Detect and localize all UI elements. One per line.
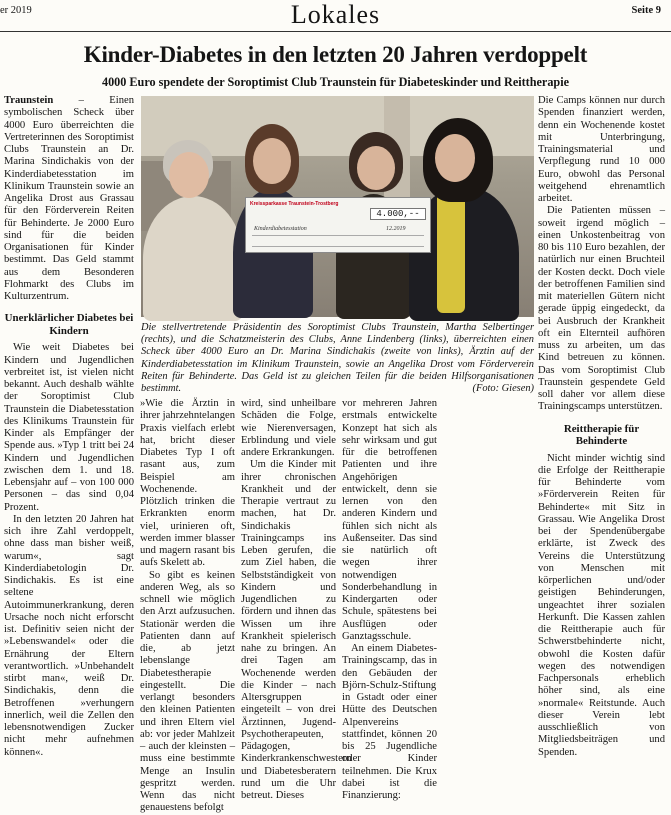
photo-caption	[141, 322, 534, 395]
paragraph: Wie weit Diabetes bei Kindern und Jugendlichen verbreitet ist, ist vielen nicht bekannt. Auch deshalb wählte der Soroptimist Club Traunstein die Diabetesstation des Klinikums Traunstein für Kinder als Empfänger der Spende aus. »Typ 1 tritt bei 24 Kindern und Jugendlichen zwischen dem 1. und 18. Lebensjahr auf – von 100 000 Personen – das sind 0,04 Prozent.	[4, 342, 134, 513]
masthead-divider	[0, 31, 671, 32]
section-title: Lokales	[290, 0, 381, 29]
paragraph: Nicht minder wichtig sind die Erfolge der Reittherapie für Behinderte vom »Förderverein Reiten für Behinderte« mit Sitz in Grassau. Wie Angelika Drost bei der Spendenübergabe erklärte, ist Zweck des Vereins die Unterstützung von Menschen mit körperlichen und/oder geistigen Behinderungen, ungeachtet ihrer sozialen Herkunft. Die Kassen zahlen die Reittherapie auch für Schwerstbehinderte nicht, obwohl die Kosten dafür wegen des notwendigen Fachpersonals erheblich höher sind, als eine »normale« Reitstunde. Auch dieser Verein lebt ausschließlich von Mitgliedsbeiträgen und Spenden.	[538, 452, 665, 758]
cheque-payee: Kinderdiabetesstation	[254, 226, 307, 232]
article-column-2	[140, 398, 235, 814]
photo-credit: (Foto: Giesen)	[472, 383, 534, 395]
person-face	[357, 146, 395, 190]
yellow-scarf	[437, 188, 465, 313]
paragraph: So gibt es keinen anderen Weg, als so schnell wie möglich den Arzt aufzusuchen. Stationär werden die Patienten dann auf die, ab jetzt lebenslange Diabetestherapie eingestellt. Die verlangt besonders den kleinen Patienten und ihren Eltern viel ab: vor jeder Mahlzeit – auch der kleinsten – muss eine bestimmte Menge an Insulin gespritzt werden. Wenn das nicht genauestens befolgt	[140, 569, 235, 814]
dateline: Traunstein	[4, 95, 54, 106]
page-number: Seite 9	[631, 5, 661, 16]
paragraph: vor mehreren Jahren erstmals entwickelte Konzept hat sich als sehr wirksam und gut für die betroffenen Patienten und ihre Angehörigen entwickelt, denn sie lernen von den anderen Kindern und fühlen sich nicht als Außenseiter. Das sind sie natürlich oft wegen ihrer notwendigen Sonderbehandlung in Kindergarten oder Schule, spätestens bei Ausflügen oder Ganztagsschule.	[342, 398, 437, 642]
person-anne-lindenberg	[143, 196, 243, 321]
cheque-line	[252, 246, 424, 247]
article-subheadline: 4000 Euro spendete der Soroptimist Club Traunstein für Diabeteskinder und Reittherapie	[101, 75, 569, 89]
article-photo	[141, 96, 534, 317]
paragraph: »Wie die Ärztin in ihrer jahrzehntelangen Praxis vielfach erlebt hat, bricht dieser Diabetes Typ I oft rasant aus, zum Beispiel am Wochenende. Plötzlich trinken die Erkrankten enorm viel, urinieren oft, werden immer blasser und magern rasant bis aufs Skelett ab.	[140, 398, 235, 569]
article-column-4	[342, 398, 437, 801]
intro-paragraph	[4, 95, 134, 303]
cheque-amount: 4.000,--	[370, 208, 426, 220]
person-face	[253, 138, 291, 184]
subhead-diabetes: Unerklärlicher Diabetes bei Kindern	[4, 312, 134, 337]
article-column-left	[4, 95, 134, 758]
cheque-bank-name: Kreissparkasse Traunstein-Trostberg	[250, 201, 339, 207]
issue-date: er 2019	[0, 5, 32, 16]
person-face	[435, 134, 475, 182]
paragraph: Die Camps können nur durch Spenden finanziert werden, denn ein Wochenende kostet mit Unterbringung, Trainingsmaterial und Verpflegung rund 10 000 Euro, obwohl das Personal weitgehend ehrenamtlich arbeitet.	[538, 95, 665, 204]
caption-text: Die stellvertretende Präsidentin des Soroptimist Clubs Traunstein, Martha Selbertinger (rechts), und die Schatzmeisterin des Clubs, Anne Lindenberg (links), überreichten einen Scheck über 4000 Euro an Dr. Marina Sindichakis (zweite von links), Ärztin auf der Kinderdiabetesstation im Klinikum Traunstein, sowie an Angelika Drost vom Förderverein Reiten für Behinderte. Das Geld ist zu gleichen Teilen für die beiden Hilfsorganisationen bestimmt.	[141, 322, 534, 395]
donation-cheque	[245, 197, 431, 253]
article-headline: Kinder-Diabetes in den letzten 20 Jahren verdoppelt	[83, 42, 588, 67]
subhead-reittherapie: Reittherapie für Behinderte	[563, 422, 640, 447]
paragraph: Die Patienten müssen – soweit irgend möglich – einen Unkostenbeitrag von 80 bis 110 Euro bezahlen, der natürlich nur einen Bruchteil der Kosten deckt. Doch viele der betroffenen Familien sind mit materiellen Gütern nicht gerade üppig eingedeckt, da bei Ausbruch der Krankheit oft ein Elternteil aufhören muss zu arbeiten, um das Kind betreuen zu können. Das vom Soroptimist Club Traunstein gespendete Geld soll daher vor allem diese Trainingscamps unterstützen.	[538, 205, 665, 413]
paragraph: An einem Diabetes-Trainingscamp, das in den Gebäuden der Björn-Schulz-Stiftung in Gstadt oder einer Hütte des Deutschen Alpenvereins stattfindet, können 20 bis 25 Jugendliche oder Kinder teilnehmen. Die Krux dabei ist die Finanzierung:	[342, 643, 437, 801]
intro-text: – Einen symbolischen Scheck über 4000 Euro überreichten die Vertreterinnen des Soroptimist Clubs Traunstein an Dr. Marina Sindichakis von der Kinderdiabetesstation im Klinikum Traunstein sowie an Angelika Drost aus Grassau für den Förderverein Reiten für Behinderte. Je 2000 Euro sind für die beiden Organisationen für Kinder bestimmt. Das Geld stammt aus dem Besonderen Flohmarkt des Clubs im Kulturzentrum.	[4, 95, 134, 302]
paragraph: Um die Kinder mit ihrer chronischen Krankheit und der Therapie vertraut zu machen, hat Dr. Sindichakis Trainingcamps ins Leben gerufen, die zum Ziel haben, die Selbstständigkeit von Kindern und Jugendlichen zu fördern und ihnen das Wissen um ihre Krankheit spielerisch nahe zu bringen. An drei Tagen am Wochenende werden die Kinder – nach Altersgruppen eingeteilt – von drei Ärztinnen, Jugend-Psychotherapeuten, Pädagogen, Kinderkrankenschwestern und Diabetesberatern rund um die Uhr betreut. Dieses	[241, 459, 352, 801]
paragraph: wird, sind unheilbare Schäden die Folge, wie Nierenversagen, Erblindung und viele andere Erkrankungen.	[241, 398, 336, 458]
cheque-date: 12.2019	[386, 226, 406, 232]
article-column-3	[241, 398, 352, 801]
paragraph: In den letzten 20 Jahren hat sich ihre Zahl verdoppelt, ohne dass man bisher weiß, warum«, sagt Kinderdiabetologin Dr. Sindichakis. Es ist eine seltene Autoimmunerkrankung, deren Ursache noch nicht erforscht ist. Definitiv seien nicht der »Lebenswandel« oder die Ernährung der Eltern verantwortlich. »Unbehandelt stirbt man«, weiß Dr. Sindichakis, denn die Betroffenen »verhungern innerlich, weil die Zellen den lebensnotwendigen Zucker nicht mehr aufnehmen können«.	[4, 513, 134, 758]
cheque-line	[252, 235, 424, 236]
person-face	[169, 152, 209, 198]
article-column-right	[538, 95, 665, 758]
